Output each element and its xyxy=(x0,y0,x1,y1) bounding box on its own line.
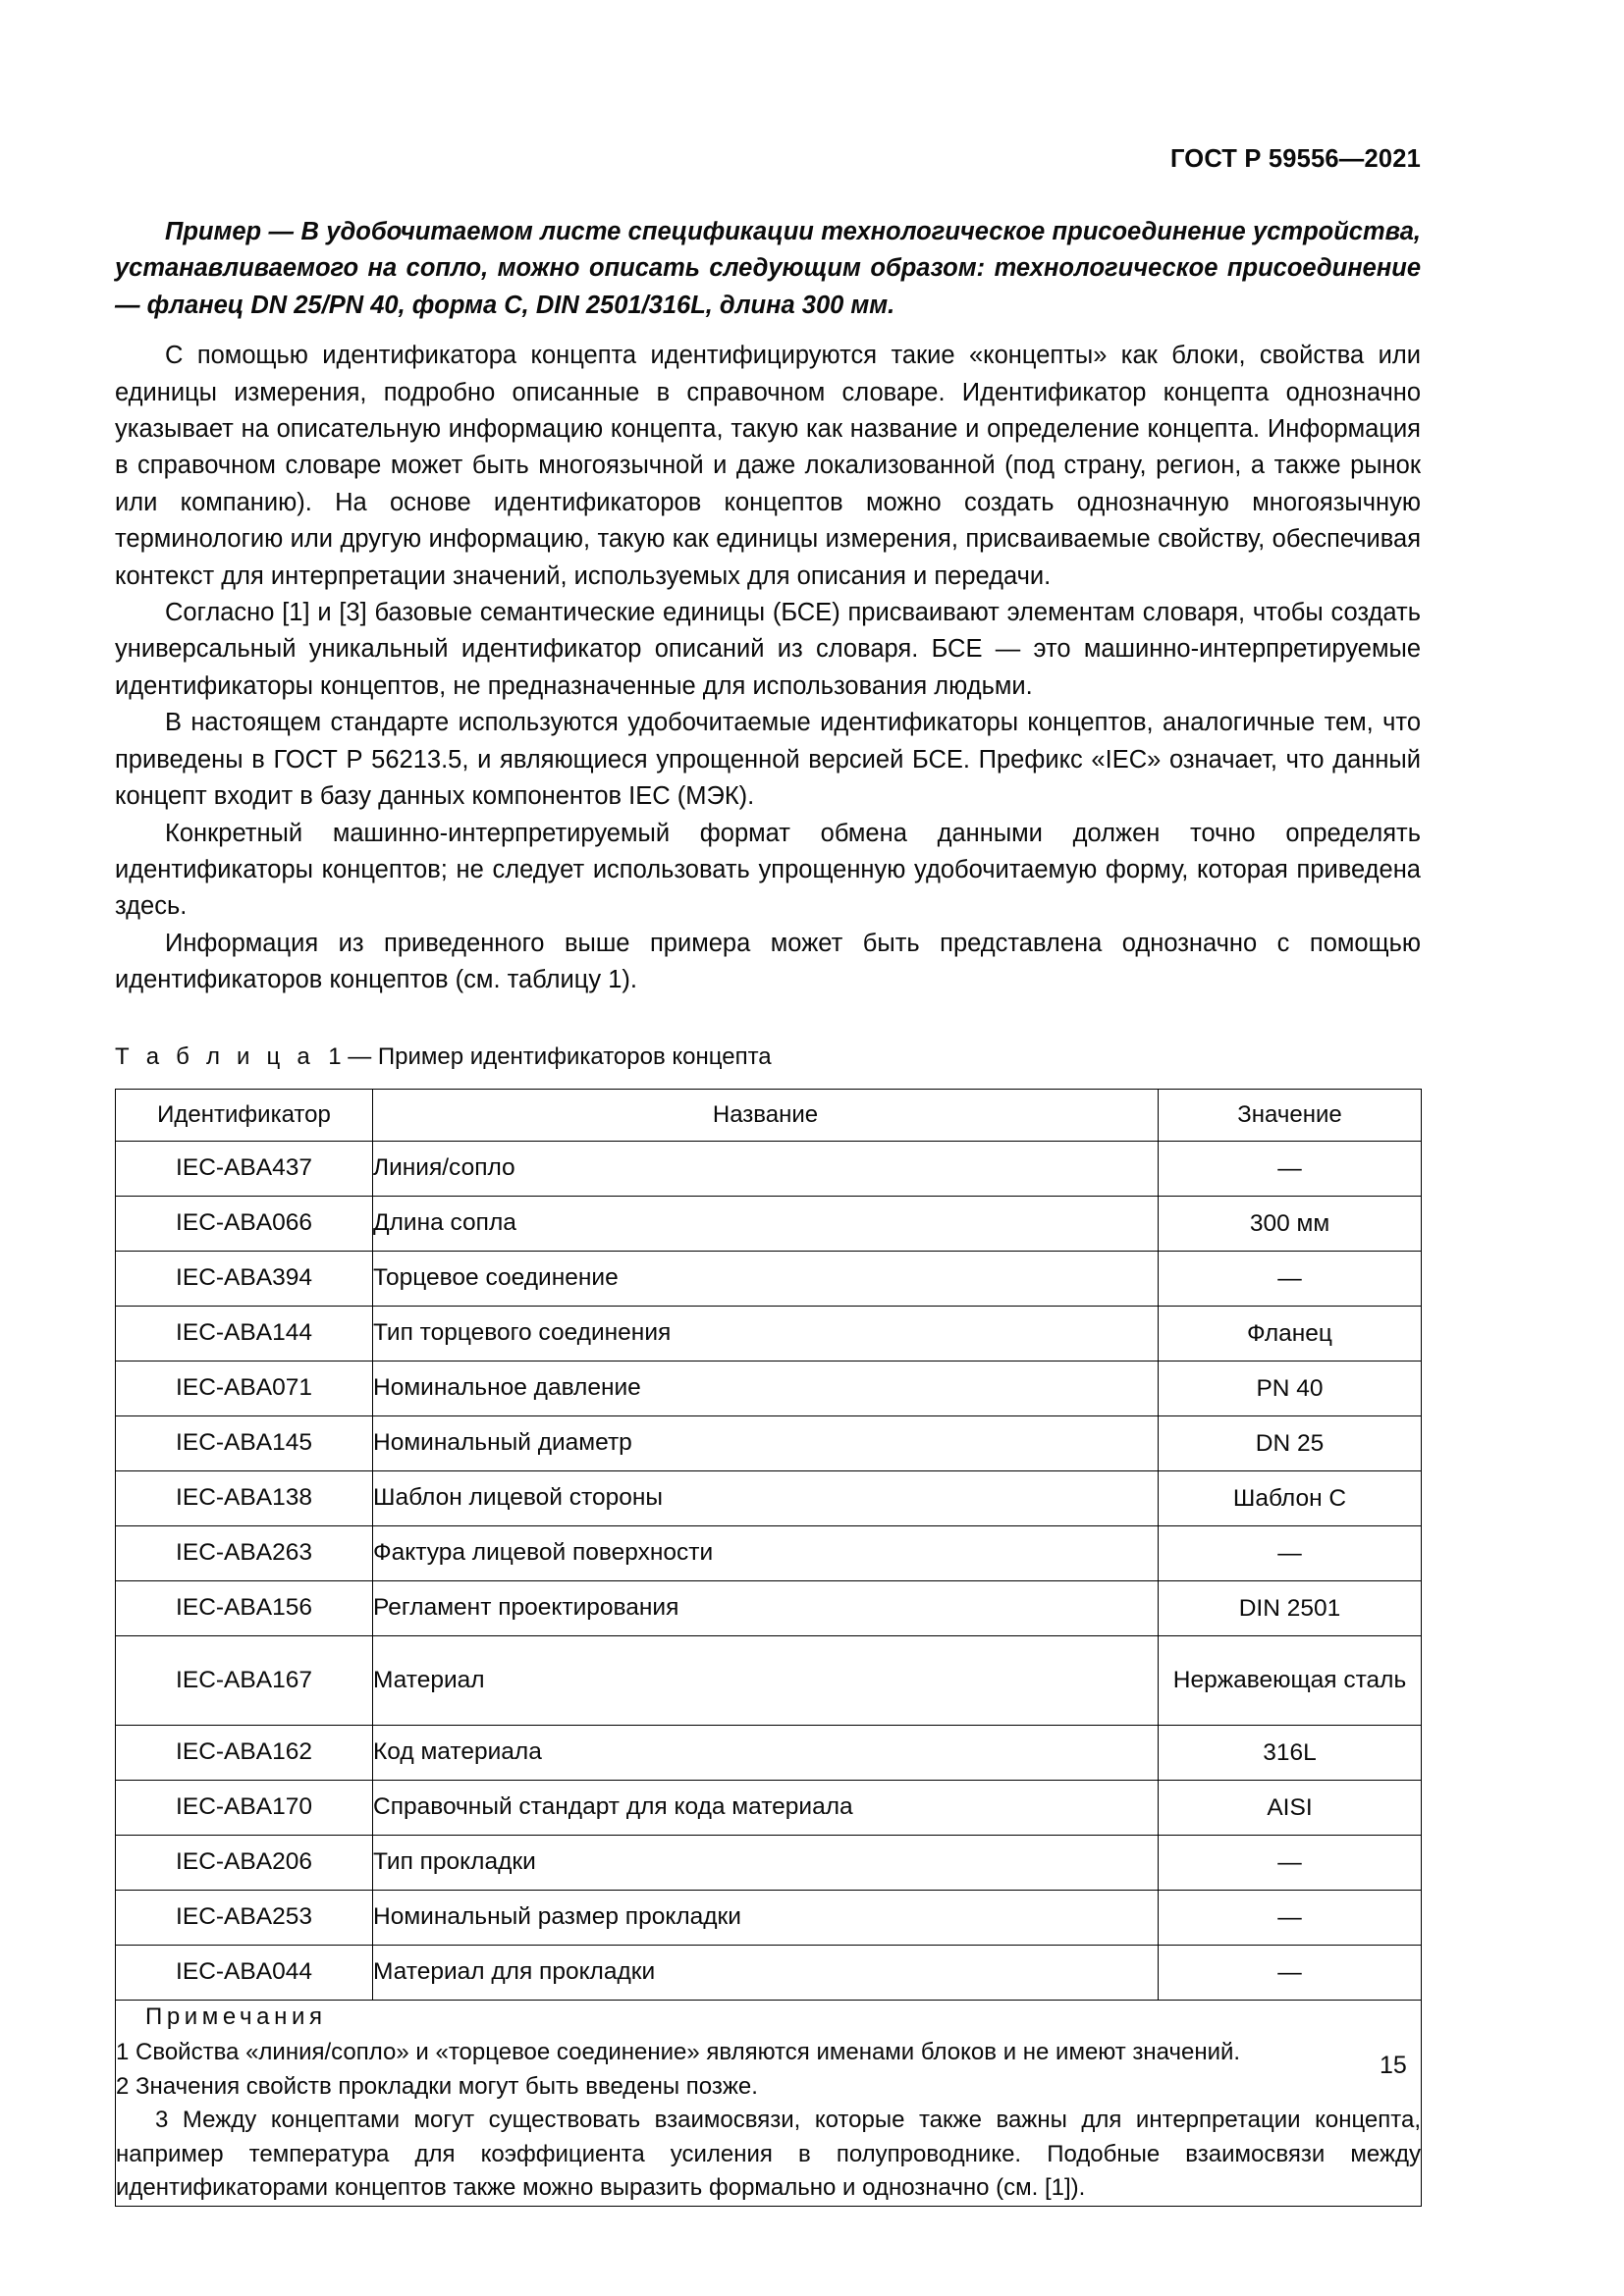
cell-identifier: IEC-ABA253 xyxy=(116,1890,373,1945)
cell-value: — xyxy=(1159,1835,1422,1890)
cell-value: — xyxy=(1159,1525,1422,1580)
cell-value: PN 40 xyxy=(1159,1361,1422,1415)
note-item-2: 2 Значения свойств прокладки могут быть введены позже. xyxy=(116,2072,758,2100)
table-caption xyxy=(115,1042,1421,1072)
table-caption-number: 1 xyxy=(328,1042,342,1070)
cell-identifier: IEC-ABA071 xyxy=(116,1361,373,1415)
table-row xyxy=(116,1835,1422,1890)
cell-name: Регламент проектирования xyxy=(373,1580,1159,1635)
page-content xyxy=(115,214,1421,2207)
table-row xyxy=(116,1470,1422,1525)
cell-name: Тип прокладки xyxy=(373,1835,1159,1890)
cell-name: Номинальный диаметр xyxy=(373,1415,1159,1470)
cell-value: — xyxy=(1159,1141,1422,1196)
table-row xyxy=(116,1635,1422,1725)
table-row xyxy=(116,1890,1422,1945)
page-number: 15 xyxy=(1380,2052,1407,2079)
cell-value: — xyxy=(1159,1890,1422,1945)
cell-name: Линия/сопло xyxy=(373,1141,1159,1196)
cell-name: Справочный стандарт для кода материала xyxy=(373,1780,1159,1835)
cell-value: 316L xyxy=(1159,1725,1422,1780)
body-paragraph-5: Информация из приведенного выше примера может быть представлена однозначно с помощью идентификаторов концептов (см. таблицу 1). xyxy=(115,929,1421,994)
cell-identifier: IEC-ABA437 xyxy=(116,1141,373,1196)
cell-identifier: IEC-ABA162 xyxy=(116,1725,373,1780)
table-row xyxy=(116,1945,1422,2000)
notes-title: Примечания xyxy=(145,2002,327,2030)
body-paragraph-4: Конкретный машинно-интерпретируемый формат обмена данными должен точно определять идентификаторы концептов; не следует использовать упрощенную удобочитаемую форму, которая приведена здесь. xyxy=(115,819,1421,921)
column-header-identifier: Идентификатор xyxy=(116,1089,373,1141)
table-row xyxy=(116,1306,1422,1361)
cell-identifier: IEC-ABA167 xyxy=(116,1635,373,1725)
cell-name: Тип торцевого соединения xyxy=(373,1306,1159,1361)
cell-name: Материал для прокладки xyxy=(373,1945,1159,2000)
cell-name: Номинальное давление xyxy=(373,1361,1159,1415)
cell-identifier: IEC-ABA044 xyxy=(116,1945,373,2000)
cell-identifier: IEC-ABA145 xyxy=(116,1415,373,1470)
table-caption-label: Т а б л и ц а xyxy=(115,1042,315,1070)
table-row xyxy=(116,1196,1422,1251)
body-paragraph-3: В настоящем стандарте используются удобочитаемые идентификаторы концептов, аналогичные тем, что приведены в ГОСТ Р 56213.5, и являющиеся упрощенной версией БСЕ. Префикс «IEC» означает, что данный концепт входит в базу данных компонентов IEC (МЭК). xyxy=(115,709,1421,811)
concept-identifiers-table xyxy=(115,1089,1422,2207)
cell-name: Шаблон лицевой стороны xyxy=(373,1470,1159,1525)
column-header-name: Название xyxy=(373,1089,1159,1141)
cell-value: AISI xyxy=(1159,1780,1422,1835)
table-notes xyxy=(116,2000,1422,2206)
example-paragraph: Пример — В удобочитаемом листе спецификации технологическое присоединение устройства, устанавливаемого на сопло, можно описать следующим образом: технологическое присоединение — фланец DN 25/PN 40, форма C, DIN 2501/316L, длина 300 мм. xyxy=(115,218,1421,319)
cell-name: Фактура лицевой поверхности xyxy=(373,1525,1159,1580)
cell-name: Длина сопла xyxy=(373,1196,1159,1251)
cell-identifier: IEC-ABA144 xyxy=(116,1306,373,1361)
cell-value: 300 мм xyxy=(1159,1196,1422,1251)
cell-name: Торцевое соединение xyxy=(373,1251,1159,1306)
cell-name: Номинальный размер прокладки xyxy=(373,1890,1159,1945)
note-item-3: 3 Между концептами могут существовать взаимосвязи, которые также важны для интерпретации концепта, например температура для коэффициента усиления в полупроводнике. Подобные взаимосвязи между идентификаторами концептов также можно выразить формально и однозначно (см. [1]). xyxy=(116,2107,1421,2202)
table-row xyxy=(116,1525,1422,1580)
cell-name: Материал xyxy=(373,1635,1159,1725)
cell-value: Фланец xyxy=(1159,1306,1422,1361)
cell-name: Код материала xyxy=(373,1725,1159,1780)
table-row xyxy=(116,1251,1422,1306)
cell-value: DIN 2501 xyxy=(1159,1580,1422,1635)
body-paragraph-1: С помощью идентификатора концепта идентифицируются такие «концепты» как блоки, свойства или единицы измерения, подробно описанные в справочном словаре. Идентификатор концепта однозначно указывает на описательную информацию концепта, такую как название и определение концепта. Информация в справочном словаре может быть многоязычной и даже локализованной (под страну, регион, а также рынок или компанию). На основе идентификаторов концептов можно создать однозначную многоязычную терминологию или другую информацию, такую как единицы измерения, присваиваемые свойству, обеспечивая контекст для интерпретации значений, используемых для описания и передачи. xyxy=(115,342,1421,590)
cell-identifier: IEC-ABA138 xyxy=(116,1470,373,1525)
cell-identifier: IEC-ABA156 xyxy=(116,1580,373,1635)
table-header-row xyxy=(116,1089,1422,1141)
table-caption-title: Пример идентификаторов концепта xyxy=(377,1042,772,1070)
table-row xyxy=(116,1361,1422,1415)
cell-value: — xyxy=(1159,1251,1422,1306)
column-header-value: Значение xyxy=(1159,1089,1422,1141)
table-row xyxy=(116,1580,1422,1635)
cell-identifier: IEC-ABA206 xyxy=(116,1835,373,1890)
cell-value: Шаблон C xyxy=(1159,1470,1422,1525)
cell-value: DN 25 xyxy=(1159,1415,1422,1470)
cell-identifier: IEC-ABA263 xyxy=(116,1525,373,1580)
running-header-standard-ref: ГОСТ Р 59556—2021 xyxy=(1169,145,1421,173)
body-paragraph-2: Согласно [1] и [3] базовые семантические единицы (БСЕ) присваивают элементам словаря, чтобы создать универсальный уникальный идентификатор описаний из словаря. БСЕ — это машинно-интерпретируемые идентификаторы концептов, не предназначенные для использования людьми. xyxy=(115,599,1421,700)
table-row xyxy=(116,1415,1422,1470)
table-notes-row xyxy=(116,2000,1422,2206)
cell-value: Нержавеющая сталь xyxy=(1159,1635,1422,1725)
table-caption-dash: — xyxy=(348,1042,372,1070)
cell-identifier: IEC-ABA170 xyxy=(116,1780,373,1835)
cell-identifier: IEC-ABA394 xyxy=(116,1251,373,1306)
note-item-1: 1 Свойства «линия/сопло» и «торцевое соединение» являются именами блоков и не имеют значений. xyxy=(116,2039,1241,2066)
table-row xyxy=(116,1725,1422,1780)
cell-value: — xyxy=(1159,1945,1422,2000)
table-row xyxy=(116,1141,1422,1196)
cell-identifier: IEC-ABA066 xyxy=(116,1196,373,1251)
table-row xyxy=(116,1780,1422,1835)
